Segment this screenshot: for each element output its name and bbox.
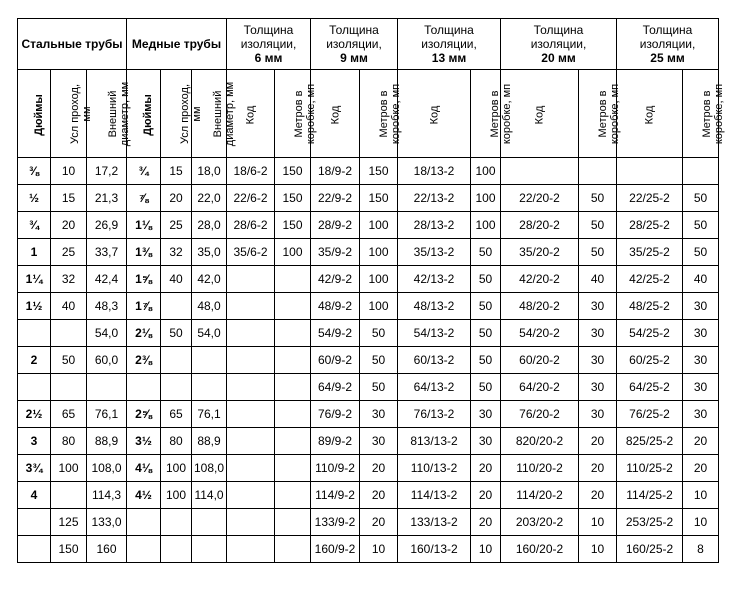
steel-inches-cell: 1 [18,239,51,266]
steel-inches-cell: 3¾ [18,455,51,482]
code-20-cell: 22/20-2 [501,185,579,212]
code-header-13: Код [398,70,471,158]
code-9-cell: 160/9-2 [311,536,360,563]
code-13-cell: 42/13-2 [398,266,471,293]
copper-nominal-bore-cell: 100 [161,455,192,482]
copper-outer-diameter-cell: 114,0 [192,482,227,509]
steel-outer-diameter-cell: 88,9 [87,428,127,455]
code-13-cell: 114/13-2 [398,482,471,509]
steel-inches-cell: ½ [18,185,51,212]
meters-9-cell: 50 [360,347,398,374]
code-header-25: Код [617,70,683,158]
steel-inches-cell [18,536,51,563]
code-9-cell: 48/9-2 [311,293,360,320]
copper-nominal-bore-cell: 50 [161,320,192,347]
copper-outer-diameter-cell [192,374,227,401]
meters-9-cell: 50 [360,320,398,347]
steel-outer-diameter-cell: 60,0 [87,347,127,374]
code-6-cell [227,320,275,347]
meters-9-cell: 150 [360,185,398,212]
meters-6-cell [275,347,311,374]
table-row [18,185,719,212]
code-9-cell: 28/9-2 [311,212,360,239]
copper-nominal-bore-cell [161,509,192,536]
copper-inches-cell: 2⅛ [127,320,161,347]
meters-20-cell: 20 [579,428,617,455]
code-9-cell: 35/9-2 [311,239,360,266]
copper-inches-cell: 1⅛ [127,212,161,239]
code-20-cell: 64/20-2 [501,374,579,401]
steel-nominal-bore-cell [51,320,87,347]
copper-outer-diameter-cell: 42,0 [192,266,227,293]
copper-outer-diameter-header: Внешний диаметр, мм [192,70,227,158]
copper-nominal-bore-header: Усл проход, мм [161,70,192,158]
steel-outer-diameter-cell [87,374,127,401]
meters-20-cell: 10 [579,509,617,536]
meters-per-box-header-13: Метров в коробке, мп [471,70,501,158]
meters-6-cell [275,374,311,401]
steel-inches-cell: 3 [18,428,51,455]
meters-13-cell: 10 [471,536,501,563]
meters-13-cell: 50 [471,320,501,347]
code-9-cell: 76/9-2 [311,401,360,428]
code-25-cell: 28/25-2 [617,212,683,239]
meters-25-cell: 40 [683,266,719,293]
code-25-cell: 76/25-2 [617,401,683,428]
code-6-cell [227,401,275,428]
meters-6-cell [275,266,311,293]
meters-6-cell [275,401,311,428]
code-25-cell: 35/25-2 [617,239,683,266]
copper-inches-cell [127,536,161,563]
code-25-cell: 160/25-2 [617,536,683,563]
meters-9-cell: 10 [360,536,398,563]
table-row [18,455,719,482]
code-20-cell [501,158,579,185]
steel-inches-cell [18,374,51,401]
meters-13-cell: 30 [471,401,501,428]
meters-25-cell: 20 [683,455,719,482]
table-row [18,212,719,239]
code-13-cell: 60/13-2 [398,347,471,374]
copper-nominal-bore-cell: 100 [161,482,192,509]
code-20-cell: 76/20-2 [501,401,579,428]
meters-6-cell [275,482,311,509]
meters-13-cell: 50 [471,374,501,401]
steel-nominal-bore-cell: 40 [51,293,87,320]
table-body [18,158,719,563]
code-6-cell [227,509,275,536]
steel-inches-header: Дюймы [18,70,51,158]
meters-25-cell: 50 [683,239,719,266]
meters-9-cell: 100 [360,212,398,239]
table-row [18,266,719,293]
code-25-cell: 114/25-2 [617,482,683,509]
meters-9-cell: 20 [360,482,398,509]
code-25-cell: 48/25-2 [617,293,683,320]
meters-9-cell: 150 [360,158,398,185]
meters-25-cell: 30 [683,347,719,374]
meters-per-box-header-20: Метров в коробке, мп [579,70,617,158]
meters-6-cell [275,536,311,563]
meters-13-cell: 100 [471,212,501,239]
steel-outer-diameter-cell: 76,1 [87,401,127,428]
meters-20-cell: 30 [579,293,617,320]
meters-per-box-header-6: Метров в коробке, мп [275,70,311,158]
meters-per-box-header-9: Метров в коробке, мп [360,70,398,158]
meters-6-cell [275,320,311,347]
group-header-row [18,19,719,70]
steel-inches-cell: 2½ [18,401,51,428]
copper-inches-cell: ¾ [127,158,161,185]
thickness-25-header: Толщина изоляции, 25 мм [617,19,719,70]
meters-9-cell: 50 [360,374,398,401]
copper-nominal-bore-cell [161,347,192,374]
code-20-cell: 203/20-2 [501,509,579,536]
copper-inches-cell: 1⅜ [127,239,161,266]
steel-pipes-header: Стальные трубы [18,19,127,70]
code-header-9: Код [311,70,360,158]
code-25-cell: 253/25-2 [617,509,683,536]
meters-6-cell: 150 [275,212,311,239]
code-6-cell [227,266,275,293]
copper-nominal-bore-cell: 15 [161,158,192,185]
code-13-cell: 48/13-2 [398,293,471,320]
copper-outer-diameter-cell: 88,9 [192,428,227,455]
code-20-cell: 35/20-2 [501,239,579,266]
copper-outer-diameter-cell: 18,0 [192,158,227,185]
code-9-cell: 89/9-2 [311,428,360,455]
table-row [18,482,719,509]
code-header-20: Код [501,70,579,158]
meters-20-cell: 30 [579,401,617,428]
copper-inches-cell: 1⅝ [127,266,161,293]
meters-20-cell: 50 [579,212,617,239]
copper-outer-diameter-cell [192,536,227,563]
copper-inches-header: Дюймы [127,70,161,158]
meters-20-cell: 30 [579,347,617,374]
copper-nominal-bore-cell: 40 [161,266,192,293]
subheader-row [18,70,719,158]
table-row [18,347,719,374]
steel-nominal-bore-cell [51,482,87,509]
meters-9-cell: 30 [360,401,398,428]
code-9-cell: 22/9-2 [311,185,360,212]
steel-outer-diameter-cell: 48,3 [87,293,127,320]
steel-inches-cell: 2 [18,347,51,374]
meters-per-box-header-25: Метров в коробке, мп [683,70,719,158]
meters-13-cell: 30 [471,428,501,455]
steel-outer-diameter-cell: 54,0 [87,320,127,347]
pipe-insulation-table [17,18,726,563]
code-20-cell: 820/20-2 [501,428,579,455]
thickness-13-header: Толщина изоляции, 13 мм [398,19,501,70]
steel-nominal-bore-cell: 25 [51,239,87,266]
code-20-cell: 48/20-2 [501,293,579,320]
copper-inches-cell: 4½ [127,482,161,509]
meters-13-cell: 100 [471,158,501,185]
steel-nominal-bore-cell: 50 [51,347,87,374]
meters-25-cell: 30 [683,401,719,428]
table-row [18,239,719,266]
code-20-cell: 114/20-2 [501,482,579,509]
meters-13-cell: 50 [471,266,501,293]
code-25-cell: 54/25-2 [617,320,683,347]
steel-outer-diameter-cell: 133,0 [87,509,127,536]
code-13-cell: 64/13-2 [398,374,471,401]
code-25-cell: 42/25-2 [617,266,683,293]
code-25-cell: 22/25-2 [617,185,683,212]
meters-25-cell: 30 [683,293,719,320]
steel-nominal-bore-cell: 20 [51,212,87,239]
meters-9-cell: 100 [360,266,398,293]
steel-nominal-bore-header: Усл проход, мм [51,70,87,158]
meters-9-cell: 20 [360,455,398,482]
code-13-cell: 54/13-2 [398,320,471,347]
steel-inches-cell [18,509,51,536]
copper-outer-diameter-cell: 35,0 [192,239,227,266]
code-6-cell [227,374,275,401]
steel-nominal-bore-cell: 15 [51,185,87,212]
steel-outer-diameter-cell: 108,0 [87,455,127,482]
meters-9-cell: 30 [360,428,398,455]
steel-outer-diameter-cell: 114,3 [87,482,127,509]
table-row [18,509,719,536]
meters-6-cell [275,509,311,536]
steel-inches-cell: 1¼ [18,266,51,293]
table-row [18,158,719,185]
meters-25-cell: 10 [683,509,719,536]
meters-6-cell: 150 [275,158,311,185]
copper-nominal-bore-cell: 32 [161,239,192,266]
meters-25-cell: 30 [683,320,719,347]
steel-outer-diameter-header: Внешний диаметр, мм [87,70,127,158]
meters-6-cell: 100 [275,239,311,266]
code-9-cell: 54/9-2 [311,320,360,347]
copper-inches-cell [127,509,161,536]
code-header-6: Код [227,70,275,158]
code-20-cell: 60/20-2 [501,347,579,374]
meters-20-cell: 20 [579,455,617,482]
code-9-cell: 64/9-2 [311,374,360,401]
steel-outer-diameter-cell: 42,4 [87,266,127,293]
meters-13-cell: 20 [471,509,501,536]
steel-outer-diameter-cell: 21,3 [87,185,127,212]
code-6-cell: 22/6-2 [227,185,275,212]
code-20-cell: 28/20-2 [501,212,579,239]
meters-20-cell: 40 [579,266,617,293]
meters-25-cell: 8 [683,536,719,563]
steel-nominal-bore-cell: 65 [51,401,87,428]
copper-outer-diameter-cell [192,347,227,374]
table-row [18,401,719,428]
code-20-cell: 110/20-2 [501,455,579,482]
code-6-cell [227,293,275,320]
code-25-cell: 60/25-2 [617,347,683,374]
code-6-cell [227,428,275,455]
code-13-cell: 76/13-2 [398,401,471,428]
code-9-cell: 110/9-2 [311,455,360,482]
copper-inches-cell: 2⅜ [127,347,161,374]
steel-outer-diameter-cell: 26,9 [87,212,127,239]
meters-13-cell: 20 [471,455,501,482]
copper-outer-diameter-cell [192,509,227,536]
meters-25-cell: 10 [683,482,719,509]
table-row [18,374,719,401]
code-6-cell [227,536,275,563]
copper-nominal-bore-cell: 80 [161,428,192,455]
copper-pipes-header: Медные трубы [127,19,227,70]
meters-9-cell: 100 [360,239,398,266]
meters-25-cell: 30 [683,374,719,401]
meters-6-cell [275,455,311,482]
table-row [18,293,719,320]
meters-20-cell: 50 [579,185,617,212]
copper-nominal-bore-cell: 25 [161,212,192,239]
code-25-cell: 825/25-2 [617,428,683,455]
code-13-cell: 35/13-2 [398,239,471,266]
copper-inches-cell: 1⅞ [127,293,161,320]
code-6-cell: 28/6-2 [227,212,275,239]
meters-13-cell: 50 [471,293,501,320]
copper-outer-diameter-cell: 108,0 [192,455,227,482]
code-6-cell: 18/6-2 [227,158,275,185]
code-25-cell: 110/25-2 [617,455,683,482]
code-6-cell [227,482,275,509]
copper-outer-diameter-cell: 76,1 [192,401,227,428]
table-row [18,320,719,347]
code-9-cell: 60/9-2 [311,347,360,374]
copper-inches-cell: 4⅛ [127,455,161,482]
steel-nominal-bore-cell: 10 [51,158,87,185]
copper-inches-cell: 3½ [127,428,161,455]
meters-25-cell: 20 [683,428,719,455]
meters-9-cell: 20 [360,509,398,536]
meters-20-cell: 30 [579,374,617,401]
copper-outer-diameter-cell: 54,0 [192,320,227,347]
meters-25-cell: 50 [683,212,719,239]
meters-6-cell [275,293,311,320]
copper-nominal-bore-cell: 20 [161,185,192,212]
steel-nominal-bore-cell: 80 [51,428,87,455]
copper-inches-cell [127,374,161,401]
code-25-cell [617,158,683,185]
copper-nominal-bore-cell [161,293,192,320]
meters-13-cell: 50 [471,347,501,374]
code-13-cell: 813/13-2 [398,428,471,455]
code-13-cell: 18/13-2 [398,158,471,185]
steel-outer-diameter-cell: 160 [87,536,127,563]
steel-inches-cell [18,320,51,347]
meters-20-cell: 10 [579,536,617,563]
code-13-cell: 28/13-2 [398,212,471,239]
code-20-cell: 160/20-2 [501,536,579,563]
steel-inches-cell: 4 [18,482,51,509]
code-13-cell: 22/13-2 [398,185,471,212]
code-13-cell: 110/13-2 [398,455,471,482]
table-row [18,536,719,563]
steel-outer-diameter-cell: 17,2 [87,158,127,185]
code-9-cell: 114/9-2 [311,482,360,509]
steel-nominal-bore-cell: 125 [51,509,87,536]
copper-outer-diameter-cell: 22,0 [192,185,227,212]
steel-inches-cell: 1½ [18,293,51,320]
thickness-20-header: Толщина изоляции, 20 мм [501,19,617,70]
thickness-9-header: Толщина изоляции, 9 мм [311,19,398,70]
meters-9-cell: 100 [360,293,398,320]
steel-nominal-bore-cell: 32 [51,266,87,293]
code-25-cell: 64/25-2 [617,374,683,401]
meters-13-cell: 50 [471,239,501,266]
copper-nominal-bore-cell: 65 [161,401,192,428]
meters-20-cell [579,158,617,185]
meters-13-cell: 20 [471,482,501,509]
code-6-cell: 35/6-2 [227,239,275,266]
code-20-cell: 54/20-2 [501,320,579,347]
code-9-cell: 18/9-2 [311,158,360,185]
meters-6-cell [275,428,311,455]
code-9-cell: 133/9-2 [311,509,360,536]
copper-inches-cell: ⅞ [127,185,161,212]
meters-25-cell: 50 [683,185,719,212]
meters-25-cell [683,158,719,185]
meters-6-cell: 150 [275,185,311,212]
code-13-cell: 133/13-2 [398,509,471,536]
steel-nominal-bore-cell [51,374,87,401]
meters-20-cell: 30 [579,320,617,347]
copper-nominal-bore-cell [161,374,192,401]
code-9-cell: 42/9-2 [311,266,360,293]
thickness-6-header: Толщина изоляции, 6 мм [227,19,311,70]
copper-outer-diameter-cell: 28,0 [192,212,227,239]
steel-inches-cell: ⅜ [18,158,51,185]
copper-outer-diameter-cell: 48,0 [192,293,227,320]
steel-nominal-bore-cell: 100 [51,455,87,482]
code-6-cell [227,455,275,482]
code-13-cell: 160/13-2 [398,536,471,563]
meters-13-cell: 100 [471,185,501,212]
code-20-cell: 42/20-2 [501,266,579,293]
steel-outer-diameter-cell: 33,7 [87,239,127,266]
copper-inches-cell: 2⅝ [127,401,161,428]
copper-nominal-bore-cell [161,536,192,563]
steel-inches-cell: ¾ [18,212,51,239]
code-6-cell [227,347,275,374]
meters-20-cell: 20 [579,482,617,509]
meters-20-cell: 50 [579,239,617,266]
table-row [18,428,719,455]
steel-nominal-bore-cell: 150 [51,536,87,563]
